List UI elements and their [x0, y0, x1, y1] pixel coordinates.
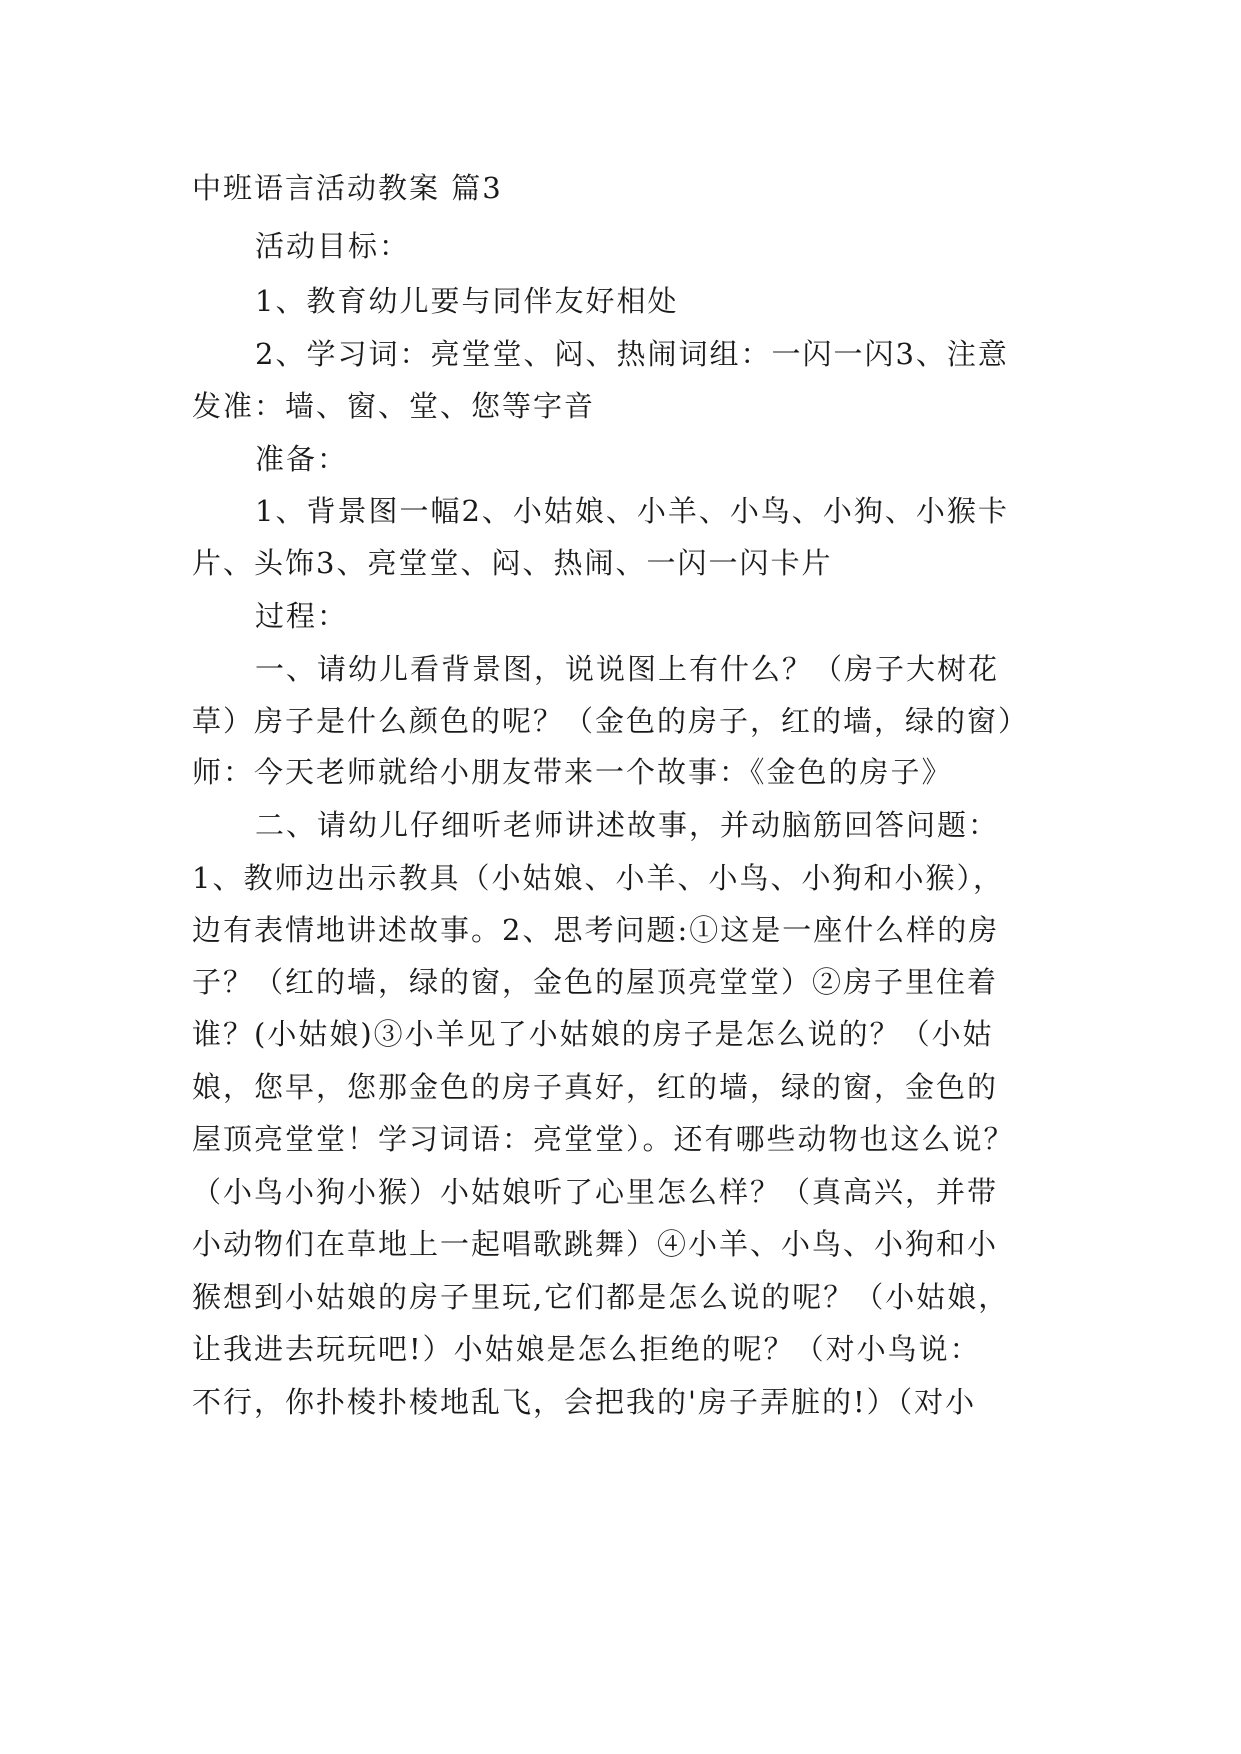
- section-heading-goals: 活动目标：: [255, 229, 411, 263]
- paragraph-line: 发准：墙、窗、堂、您等字音: [192, 389, 596, 423]
- paragraph-line: 边有表情地讲述故事。2、思考问题:①这是一座什么样的房: [192, 913, 1000, 947]
- paragraph-line: 1、教师边出示教具（小姑娘、小羊、小鸟、小狗和小猴），: [192, 861, 1004, 895]
- paragraph-line: 子？（红的墙，绿的窗，金色的屋顶亮堂堂）②房子里住着: [192, 965, 999, 999]
- paragraph-line: 草）房子是什么颜色的呢？（金色的房子，红的墙，绿的窗）: [192, 704, 1030, 738]
- paragraph-line: 让我进去玩玩吧!）小姑娘是怎么拒绝的呢？（对小鸟说：: [192, 1332, 981, 1366]
- paragraph-line: 2、学习词：亮堂堂、闷、热闹词组：一闪一闪3、注意: [255, 337, 1009, 371]
- paragraph-line: 片、头饰3、亮堂堂、闷、热闹、一闪一闪卡片: [192, 546, 833, 580]
- paragraph-line: 小动物们在草地上一起唱歌跳舞）④小羊、小鸟、小狗和小: [192, 1227, 999, 1261]
- paragraph-line: 不行，你扑棱扑棱地乱飞，会把我的'房子弄脏的!）（对小: [192, 1385, 977, 1419]
- paragraph-line: 二、请幼儿仔细听老师讲述故事，并动脑筋回答问题：: [255, 808, 1000, 842]
- paragraph-line: 猴想到小姑娘的房子里玩,它们都是怎么说的呢？（小姑娘，: [192, 1280, 1010, 1314]
- paragraph-line: （小鸟小狗小猴）小姑娘听了心里怎么样？（真高兴，并带: [192, 1175, 999, 1209]
- document-title: 中班语言活动教案 篇3: [192, 171, 503, 205]
- paragraph-line: 谁？(小姑娘)③小羊见了小姑娘的房子是怎么说的？（小姑: [192, 1017, 994, 1051]
- paragraph-line: 娘，您早，您那金色的房子真好，红的墙，绿的窗，金色的: [192, 1070, 999, 1104]
- paragraph-line: 1、教育幼儿要与同伴友好相处: [255, 284, 679, 318]
- section-heading-process: 过程：: [255, 599, 349, 633]
- section-heading-prep: 准备：: [255, 442, 349, 476]
- paragraph-line: 师：今天老师就给小朋友带来一个故事：《金色的房子》: [192, 755, 953, 789]
- paragraph-line: 1、背景图一幅2、小姑娘、小羊、小鸟、小狗、小猴卡: [255, 494, 1009, 528]
- paragraph-line: 一、请幼儿看背景图，说说图上有什么？（房子大树花: [255, 652, 1000, 686]
- paragraph-line: 屋顶亮堂堂！学习词语：亮堂堂）。还有哪些动物也这么说？: [192, 1122, 1015, 1156]
